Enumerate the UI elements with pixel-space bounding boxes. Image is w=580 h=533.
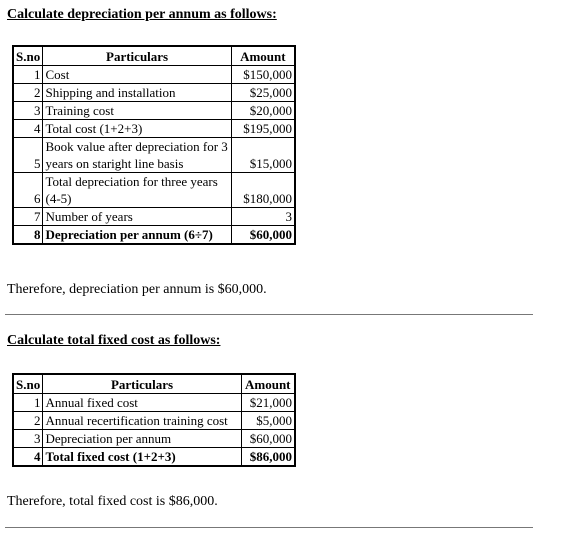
column-header-particulars: Particulars bbox=[43, 374, 241, 394]
row-particulars: Total cost (1+2+3) bbox=[43, 120, 231, 138]
table-row bbox=[13, 394, 295, 412]
row-particulars: Depreciation per annum bbox=[43, 430, 241, 448]
row-amount: $5,000 bbox=[241, 412, 295, 430]
row-sno: 1 bbox=[13, 394, 43, 412]
row-particulars: Annual fixed cost bbox=[43, 394, 241, 412]
row-sno: 2 bbox=[13, 412, 43, 430]
section2-conclusion: Therefore, total fixed cost is $86,000. bbox=[7, 494, 218, 509]
table-row bbox=[13, 138, 295, 173]
section1-conclusion: Therefore, depreciation per annum is $60,000. bbox=[7, 282, 267, 297]
row-amount: $20,000 bbox=[231, 102, 295, 120]
row-sno: 4 bbox=[13, 448, 43, 467]
row-amount: 3 bbox=[231, 208, 295, 226]
row-amount: $15,000 bbox=[231, 138, 295, 173]
row-particulars: Number of years bbox=[43, 208, 231, 226]
row-particulars: Total depreciation for three years (4-5) bbox=[43, 173, 231, 208]
row-sno: 7 bbox=[13, 208, 43, 226]
column-header-amount: Amount bbox=[241, 374, 295, 394]
row-amount: $60,000 bbox=[231, 226, 295, 245]
divider bbox=[5, 314, 533, 315]
row-amount: $21,000 bbox=[241, 394, 295, 412]
row-amount: $60,000 bbox=[241, 430, 295, 448]
table-header-row bbox=[13, 374, 295, 394]
row-sno: 3 bbox=[13, 102, 43, 120]
table-row bbox=[13, 84, 295, 102]
table-row bbox=[13, 120, 295, 138]
row-amount: $86,000 bbox=[241, 448, 295, 467]
row-sno: 2 bbox=[13, 84, 43, 102]
row-particulars: Annual recertification training cost bbox=[43, 412, 241, 430]
row-particulars: Total fixed cost (1+2+3) bbox=[43, 448, 241, 467]
depreciation-table bbox=[12, 45, 296, 245]
row-amount: $25,000 bbox=[231, 84, 295, 102]
table-total-row bbox=[13, 448, 295, 467]
row-amount: $180,000 bbox=[231, 173, 295, 208]
table-row bbox=[13, 66, 295, 84]
row-sno: 3 bbox=[13, 430, 43, 448]
row-particulars: Cost bbox=[43, 66, 231, 84]
row-sno: 5 bbox=[13, 138, 43, 173]
column-header-sno: S.no bbox=[13, 374, 43, 394]
row-sno: 6 bbox=[13, 173, 43, 208]
divider bbox=[5, 527, 533, 528]
table-row bbox=[13, 430, 295, 448]
table-header-row bbox=[13, 46, 295, 66]
table-row bbox=[13, 412, 295, 430]
row-particulars: Depreciation per annum (6÷7) bbox=[43, 226, 231, 245]
column-header-amount: Amount bbox=[231, 46, 295, 66]
section2-heading: Calculate total fixed cost as follows: bbox=[7, 333, 221, 348]
section1-heading: Calculate depreciation per annum as follows: bbox=[7, 7, 277, 22]
row-sno: 8 bbox=[13, 226, 43, 245]
row-sno: 1 bbox=[13, 66, 43, 84]
column-header-sno: S.no bbox=[13, 46, 43, 66]
row-amount: $150,000 bbox=[231, 66, 295, 84]
column-header-particulars: Particulars bbox=[43, 46, 231, 66]
row-sno: 4 bbox=[13, 120, 43, 138]
fixed-cost-table bbox=[12, 373, 296, 467]
table-total-row bbox=[13, 226, 295, 245]
row-particulars: Book value after depreciation for 3 years on staright line basis bbox=[43, 138, 231, 173]
row-particulars: Shipping and installation bbox=[43, 84, 231, 102]
row-particulars: Training cost bbox=[43, 102, 231, 120]
table-row bbox=[13, 173, 295, 208]
row-amount: $195,000 bbox=[231, 120, 295, 138]
table-row bbox=[13, 102, 295, 120]
table-row bbox=[13, 208, 295, 226]
